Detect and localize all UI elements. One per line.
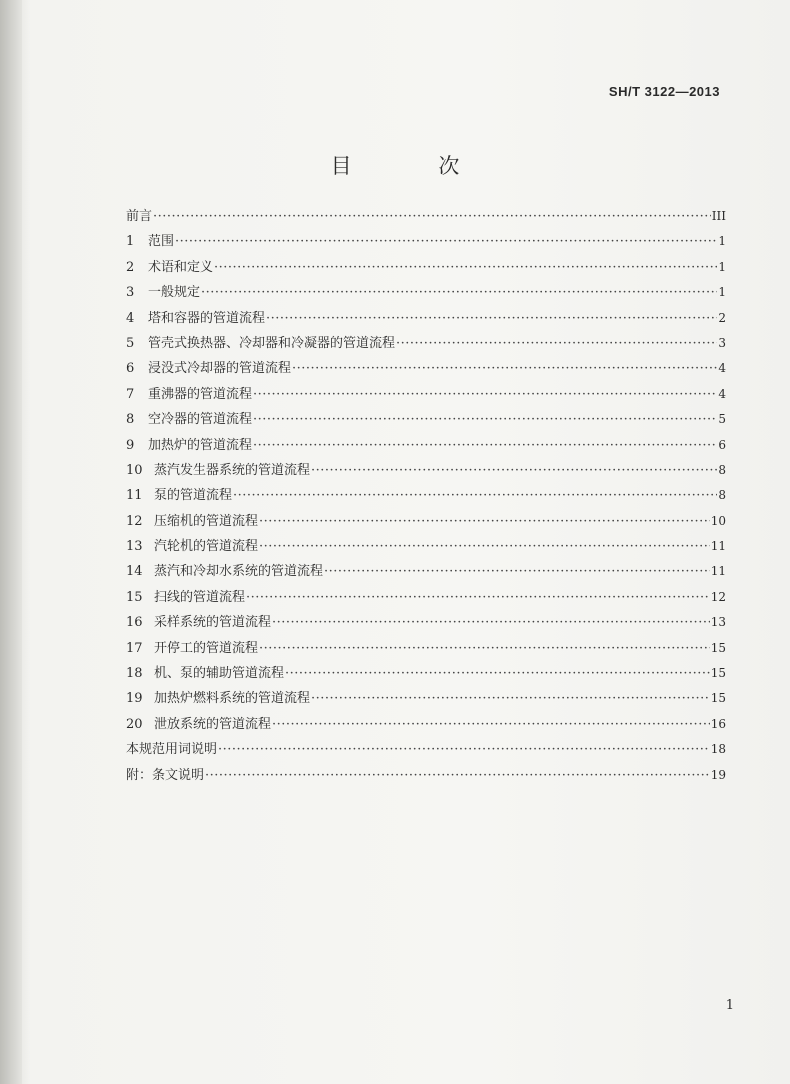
toc-entry-page: III <box>711 209 726 223</box>
toc-entry[interactable] <box>126 229 726 254</box>
toc-leader-dots <box>292 356 717 381</box>
toc-leader-dots <box>266 306 717 331</box>
toc-leader-dots <box>396 331 717 356</box>
toc-leader-dots <box>253 433 717 458</box>
toc-entry-number: 14 <box>126 564 143 580</box>
toc-entry-page: 15 <box>710 640 726 655</box>
document-code: SH/T 3122—2013 <box>608 84 720 99</box>
toc-leader-dots <box>233 483 717 508</box>
toc-entry[interactable] <box>126 585 726 610</box>
toc-entry-number: 7 <box>126 386 135 402</box>
toc-entry[interactable] <box>126 686 726 711</box>
toc-entry-label: 浸没式冷却器的管道流程 <box>148 361 292 377</box>
toc-entry-number: 4 <box>126 310 135 326</box>
toc-entry[interactable] <box>126 559 726 584</box>
toc-entry-label: 塔和容器的管道流程 <box>148 310 266 326</box>
toc-entry[interactable] <box>126 737 726 762</box>
toc-entry[interactable] <box>126 534 726 559</box>
toc-entry-label: 蒸汽和冷却水系统的管道流程 <box>154 564 324 580</box>
toc-entry[interactable] <box>126 610 726 635</box>
toc-entry[interactable] <box>126 382 726 407</box>
toc-entry-page: 11 <box>710 539 726 554</box>
toc-leader-dots <box>253 407 717 432</box>
toc-entry-page: 12 <box>710 589 726 604</box>
toc-entry-label: 加热炉的管道流程 <box>148 437 253 453</box>
toc-entry-page: 2 <box>718 310 726 325</box>
toc-leader-dots <box>214 255 717 280</box>
toc-entry-label: 采样系统的管道流程 <box>154 615 272 631</box>
toc-entry[interactable] <box>126 280 726 305</box>
toc-entry-number: 5 <box>126 335 135 351</box>
toc-leader-dots <box>253 382 717 407</box>
toc-entry[interactable] <box>126 636 726 661</box>
toc-entry[interactable] <box>126 356 726 381</box>
toc-entry-page: 6 <box>718 437 726 452</box>
toc-entry[interactable] <box>126 509 726 534</box>
toc-entry[interactable] <box>126 433 726 458</box>
toc-entry-number: 20 <box>126 716 143 732</box>
toc-leader-dots <box>259 636 710 661</box>
toc-entry-label: 空冷器的管道流程 <box>148 412 253 428</box>
toc-entry-number: 15 <box>126 589 143 605</box>
toc-leader-dots <box>205 763 710 788</box>
toc-leader-dots <box>175 229 717 254</box>
toc-leader-dots <box>259 534 710 559</box>
toc-leader-dots <box>311 686 710 711</box>
toc-entry[interactable] <box>126 306 726 331</box>
toc-entry-label: 蒸汽发生器系统的管道流程 <box>154 462 311 478</box>
toc-entry-label: 开停工的管道流程 <box>154 640 259 656</box>
toc-entry-page: 8 <box>718 488 726 503</box>
toc-entry-label: 压缩机的管道流程 <box>154 513 259 529</box>
toc-entry-number: 16 <box>126 615 143 631</box>
toc-leader-dots <box>324 559 710 584</box>
toc-entry-number: 6 <box>126 361 135 377</box>
toc-entry-label: 前言 <box>126 209 153 224</box>
toc-entry-number: 10 <box>126 462 143 478</box>
toc-entry[interactable] <box>126 763 726 788</box>
toc-entry-label: 泄放系统的管道流程 <box>154 716 272 732</box>
toc-entry-number: 11 <box>126 488 143 504</box>
toc-entry-label: 范围 <box>148 234 175 250</box>
toc-entry-number: 12 <box>126 513 143 529</box>
toc-entry-page: 8 <box>718 462 726 477</box>
toc-entry-number: 2 <box>126 259 135 275</box>
toc-entry-page: 11 <box>710 564 726 579</box>
toc-entry-page: 15 <box>710 666 726 681</box>
toc-entry[interactable] <box>126 407 726 432</box>
toc-entry[interactable] <box>126 331 726 356</box>
toc-entry-page: 1 <box>718 259 726 274</box>
toc-entry[interactable] <box>126 255 726 280</box>
toc-leader-dots <box>285 661 710 686</box>
toc-entry-page: 5 <box>718 412 726 427</box>
toc-entry-label: 泵的管道流程 <box>154 488 233 504</box>
table-of-contents <box>126 204 726 788</box>
toc-entry-number: 18 <box>126 666 143 682</box>
toc-leader-dots <box>218 737 710 762</box>
toc-entry-number: 19 <box>126 691 143 707</box>
toc-entry-label: 一般规定 <box>148 285 201 301</box>
toc-entry-label: 附：条文说明 <box>126 767 205 783</box>
toc-entry[interactable] <box>126 483 726 508</box>
toc-entry-label: 汽轮机的管道流程 <box>154 539 259 555</box>
toc-entry-label: 机、泵的辅助管道流程 <box>154 666 285 682</box>
toc-entry-page: 4 <box>718 361 726 376</box>
toc-entry-page: 18 <box>710 742 726 757</box>
toc-entry-label: 重沸器的管道流程 <box>148 386 253 402</box>
toc-entry-page: 10 <box>710 513 726 528</box>
toc-entry-number: 9 <box>126 437 135 453</box>
page-number: 1 <box>725 998 734 1013</box>
toc-entry-number: 3 <box>126 285 135 301</box>
toc-entry-number: 1 <box>126 234 135 250</box>
toc-entry-page: 13 <box>710 615 726 630</box>
toc-leader-dots <box>201 280 717 305</box>
toc-entry-label: 本规范用词说明 <box>126 742 218 758</box>
toc-entry-page: 4 <box>718 386 726 401</box>
toc-leader-dots <box>272 712 710 737</box>
toc-entry-page: 16 <box>710 716 726 731</box>
toc-entry-label: 扫线的管道流程 <box>154 589 246 605</box>
toc-entry[interactable] <box>126 712 726 737</box>
toc-entry-label: 管壳式换热器、冷却器和冷凝器的管道流程 <box>148 335 396 351</box>
toc-entry-number: 8 <box>126 412 135 428</box>
page-title: 目 次 <box>330 154 500 178</box>
toc-leader-dots <box>259 509 710 534</box>
toc-entry[interactable] <box>126 204 726 229</box>
toc-leader-dots <box>272 610 710 635</box>
toc-entry[interactable] <box>126 458 726 483</box>
toc-entry-page: 15 <box>710 691 726 706</box>
toc-entry-label: 术语和定义 <box>148 259 214 275</box>
toc-entry-page: 1 <box>718 285 726 300</box>
toc-leader-dots <box>153 204 711 229</box>
toc-entry[interactable] <box>126 661 726 686</box>
toc-entry-page: 19 <box>710 767 726 782</box>
toc-entry-page: 1 <box>718 234 726 249</box>
toc-entry-number: 13 <box>126 539 143 555</box>
toc-leader-dots <box>246 585 710 610</box>
toc-entry-label: 加热炉燃料系统的管道流程 <box>154 691 311 707</box>
toc-entry-page: 3 <box>718 335 726 350</box>
toc-entry-number: 17 <box>126 640 143 656</box>
toc-leader-dots <box>311 458 717 483</box>
